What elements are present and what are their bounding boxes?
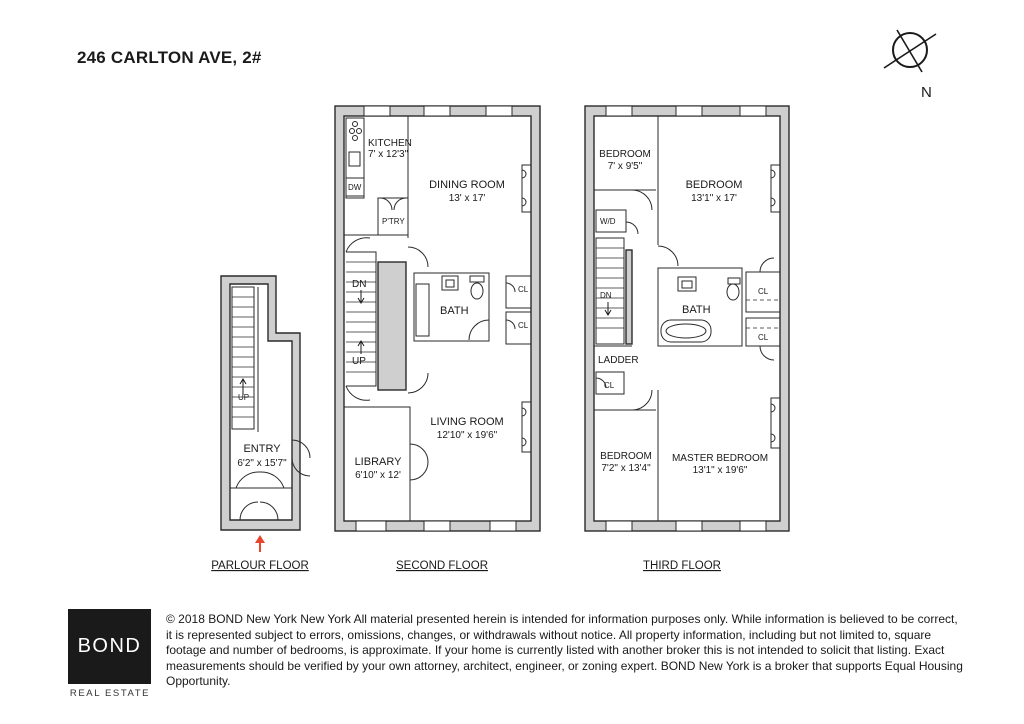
third-floor-plan (585, 106, 789, 531)
library-room-dims: 6'10" x 12' (355, 470, 401, 481)
disclaimer-text: © 2018 BOND New York New York All material presented herein is intended for information purposes only. While information is believed to be correct, it is represented subject to errors, omissions, changes, or withdrawals without notice. All property information, including but not limited to, square footage and number of bedrooms, is approximate. If your home is currently listed with another broker this is not intended to solicit that listing. Exact measurements should be verified by your own attorney, architect, engineer, or zoning expert. BOND New York is a broker that supports Equal Housing Opportunity. (166, 612, 963, 689)
washer-dryer-label: W/D (600, 217, 616, 226)
third-closet-3-label: CL (604, 381, 615, 390)
master-bedroom-name: MASTER BEDROOM (671, 453, 769, 464)
dining-room-name: DINING ROOM (429, 179, 505, 191)
compass-icon (884, 30, 936, 72)
entrance-arrow-icon (255, 535, 265, 552)
parlour-stair-label: UP (238, 393, 250, 402)
bond-logo (68, 609, 151, 684)
bedroom-2-name: BEDROOM (685, 179, 743, 191)
kitchen-room-dims: 7' x 12'3" (368, 149, 409, 160)
pantry-label: P'TRY (382, 217, 405, 226)
second-floor-label: SECOND FLOOR (395, 560, 489, 572)
third-stair-dn-label: DN (600, 291, 612, 300)
third-closet-1-label: CL (758, 287, 769, 296)
kitchen-room-name: KITCHEN (368, 138, 412, 149)
living-room-dims: 12'10" x 19'6" (436, 430, 498, 441)
second-floor-plan (335, 106, 540, 531)
living-room-name: LIVING ROOM (430, 416, 504, 428)
dishwasher-label: DW (348, 183, 362, 192)
bedroom-1-dims: 7' x 9'5" (607, 161, 643, 172)
parlour-floor-plan (221, 276, 310, 552)
entry-room-name: ENTRY (243, 443, 281, 455)
bedroom-2-dims: 13'1" x 17' (691, 193, 737, 204)
entry-room-dims: 6'2" x 15'7" (237, 458, 287, 469)
dining-room-dims: 13' x 17' (448, 193, 486, 204)
ladder-label: LADDER (598, 355, 639, 366)
page-title: 246 CARLTON AVE, 2# (77, 48, 262, 67)
second-closet-1-label: CL (518, 285, 529, 294)
master-bedroom-dims: 13'1" x 19'6" (692, 465, 748, 476)
parlour-floor-label: PARLOUR FLOOR (211, 560, 309, 572)
bedroom-3-dims: 7'2" x 13'4" (601, 463, 651, 474)
logo-text: BOND (77, 635, 142, 657)
compass-north-label: N (921, 84, 932, 101)
bedroom-3-name: BEDROOM (600, 451, 652, 462)
bedroom-1-name: BEDROOM (599, 149, 651, 160)
library-room-name: LIBRARY (354, 456, 402, 468)
third-floor-label: THIRD FLOOR (643, 560, 721, 572)
third-closet-2-label: CL (758, 333, 769, 342)
logo-subtitle: REAL ESTATE (69, 688, 151, 699)
second-closet-2-label: CL (518, 321, 529, 330)
third-bath-label: BATH (682, 304, 711, 316)
second-stair-up-label: UP (352, 356, 366, 367)
second-bath-label: BATH (440, 305, 469, 317)
second-stair-dn-label: DN (352, 279, 367, 290)
